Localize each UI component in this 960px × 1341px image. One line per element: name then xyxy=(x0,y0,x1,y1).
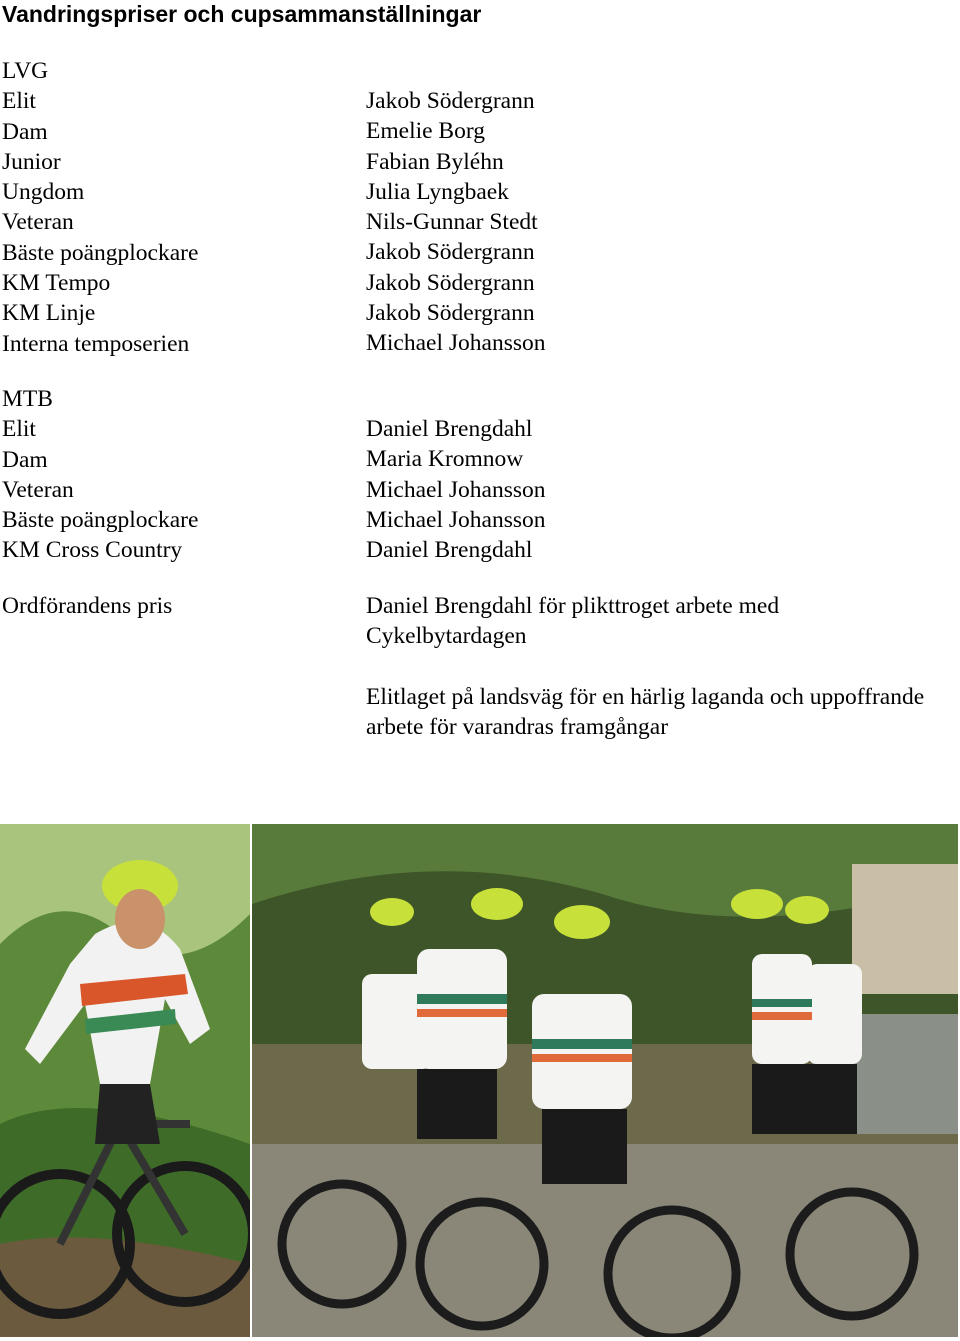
lvg-winner: Julia Lyngbaek xyxy=(366,178,509,205)
mtb-category: Veteran xyxy=(2,476,74,503)
mtb-category-list xyxy=(2,384,198,566)
mtb-rider-photo xyxy=(0,824,250,1337)
lvg-category: Ungdom xyxy=(2,179,85,206)
mtb-winner: Michael Johansson xyxy=(366,476,546,503)
lvg-winner: Michael Johansson xyxy=(366,330,546,357)
mtb-winner-list xyxy=(366,414,546,565)
mtb-heading: MTB xyxy=(2,386,53,412)
lvg-category: Dam xyxy=(2,118,48,145)
lvg-category: KM Tempo xyxy=(2,270,111,297)
mtb-category: Dam xyxy=(2,446,48,473)
road-team-image xyxy=(252,824,958,1337)
road-team-photo xyxy=(252,824,958,1337)
mtb-winner: Michael Johansson xyxy=(366,506,546,533)
lvg-category: Bäste poängplockare xyxy=(2,239,199,266)
chairman-prize-label: Ordförandens pris xyxy=(2,593,173,619)
mtb-winner: Daniel Brengdahl xyxy=(366,537,533,564)
lvg-category: KM Linje xyxy=(2,300,96,327)
lvg-category-list xyxy=(2,56,198,359)
lvg-category: Junior xyxy=(2,148,61,175)
lvg-winner: Jakob Södergrann xyxy=(366,88,535,114)
chairman-prize-label-list xyxy=(2,591,172,621)
lvg-winner: Jakob Södergrann xyxy=(366,269,535,296)
chairman-prize-text-2: Elitlaget på landsväg för en härlig laganda och uppoffrande arbete för varandras framgångar xyxy=(366,684,925,741)
lvg-heading: LVG xyxy=(2,58,49,84)
lvg-winner: Jakob Södergrann xyxy=(366,239,535,266)
lvg-winner: Nils-Gunnar Stedt xyxy=(366,209,538,236)
lvg-winner: Jakob Södergrann xyxy=(366,300,535,327)
mtb-category: KM Cross Country xyxy=(2,537,183,564)
lvg-category: Veteran xyxy=(2,209,74,236)
mtb-category: Bäste poängplockare xyxy=(2,507,199,534)
mtb-winner: Daniel Brengdahl xyxy=(366,416,533,442)
mtb-winner: Maria Kromnow xyxy=(366,446,524,473)
lvg-category: Interna temposerien xyxy=(2,330,190,357)
lvg-winner: Emelie Borg xyxy=(366,118,486,145)
page-title: Vandringspriser och cupsammanställningar xyxy=(2,1,482,27)
mtb-category: Elit xyxy=(2,416,36,443)
mtb-rider-image xyxy=(0,824,250,1337)
lvg-winner: Fabian Byléhn xyxy=(366,148,504,175)
lvg-category: Elit xyxy=(2,88,36,115)
chairman-prize-text-1: Daniel Brengdahl för plikttroget arbete med Cykelbytardagen xyxy=(366,593,780,650)
lvg-winner-list xyxy=(366,86,546,359)
